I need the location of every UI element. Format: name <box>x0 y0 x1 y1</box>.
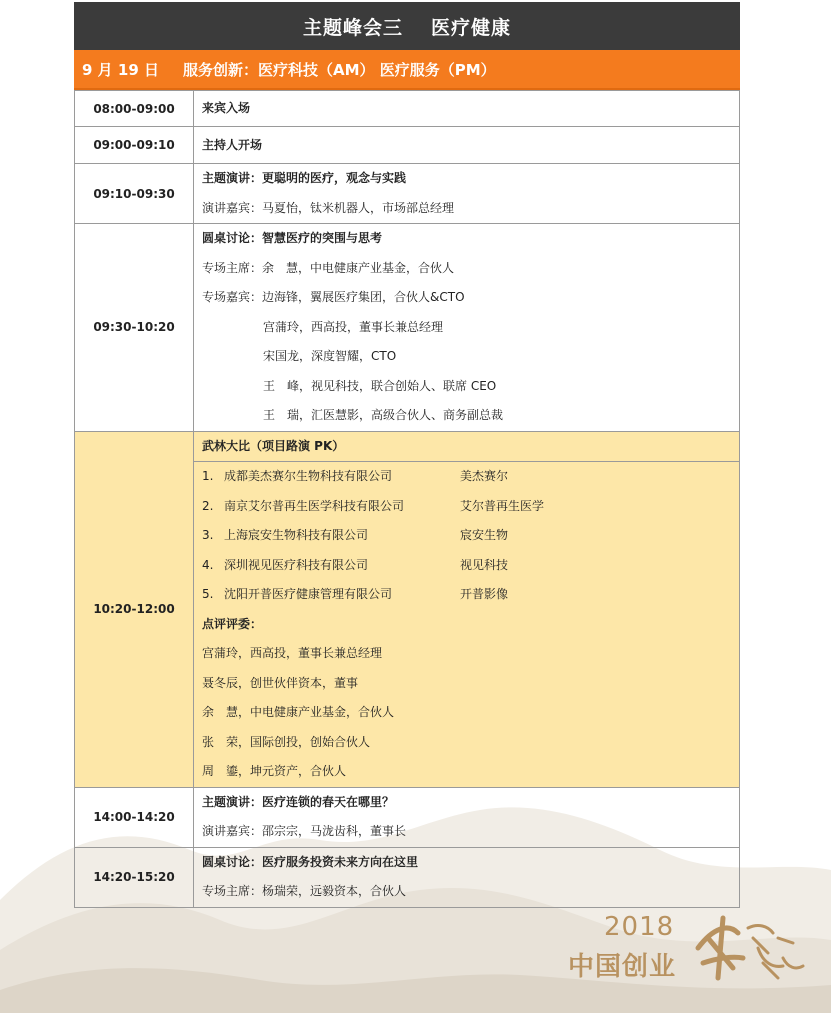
summit-topic: 医疗健康 <box>431 16 512 39</box>
agenda-item: 武林大比（项目路演 PK） <box>194 432 739 463</box>
company-number: 3. <box>202 528 214 542</box>
company-number: 4. <box>202 557 214 572</box>
table-row <box>75 91 740 127</box>
company-number: 5. <box>202 587 214 601</box>
speaker-line: 宋国龙，深度智耀，CTO <box>263 349 397 363</box>
session-date: 9 月 19 日 <box>82 60 159 79</box>
content-cell <box>194 787 740 847</box>
judge-item: 张 荣，国际创投，创始合伙人 <box>202 734 371 749</box>
time-cell: 14:20-15:20 <box>75 847 194 907</box>
table-row-highlight <box>75 431 740 787</box>
company-item <box>202 521 739 551</box>
summit-title-bar <box>74 2 740 50</box>
time-cell: 10:20-12:00 <box>75 431 194 787</box>
event-logo <box>568 908 808 988</box>
content-cell <box>194 224 740 432</box>
company-number: 1. <box>202 469 214 483</box>
table-row <box>75 224 740 432</box>
agenda-table <box>74 90 740 908</box>
speaker-line: 专场主席：余 慧，中电健康产业基金，合伙人 <box>202 260 455 275</box>
judge-item: 周 鎏，坤元资产，合伙人 <box>202 764 347 778</box>
company-item <box>202 580 739 610</box>
time-cell: 09:30-10:20 <box>75 224 194 432</box>
company-item <box>202 462 739 492</box>
calligraphy-logo-icon <box>688 908 808 986</box>
company-short: 美杰赛尔 <box>460 469 509 483</box>
speaker-line: 王 瑞，汇医慧影，高级合伙人、商务副总裁 <box>263 408 504 422</box>
logo-name: 中国创业 <box>568 952 677 982</box>
speaker-line: 专场主席：杨瑞荣，远毅资本，合伙人 <box>202 884 407 898</box>
date-bar <box>74 50 740 90</box>
time-cell: 08:00-09:00 <box>75 91 194 127</box>
agenda-item: 主题演讲：医疗连锁的春天在哪里？ <box>202 794 395 809</box>
session-theme: 服务创新：医疗科技（AM） 医疗服务（PM） <box>182 60 496 79</box>
company-name: 深圳视见医疗科技有限公司 <box>224 557 369 572</box>
company-name: 成都美杰赛尔生物科技有限公司 <box>224 469 393 483</box>
company-short: 视见科技 <box>460 557 509 572</box>
agenda-item: 主持人开场 <box>202 138 263 152</box>
judge-item: 余 慧，中电健康产业基金，合伙人 <box>202 705 395 719</box>
time-cell: 14:00-14:20 <box>75 787 194 847</box>
agenda-item: 圆桌讨论：智慧医疗的突围与思考 <box>202 231 383 245</box>
judge-item: 宫蒲玲，西高投，董事长兼总经理 <box>202 646 383 660</box>
table-row <box>75 787 740 847</box>
company-item <box>202 492 739 522</box>
agenda-item: 主题演讲：更聪明的医疗，观念与实践 <box>202 171 407 185</box>
table-row <box>75 164 740 224</box>
company-name: 上海宸安生物科技有限公司 <box>224 528 369 542</box>
company-short: 艾尔普再生医学 <box>460 498 545 513</box>
speaker-line: 专场嘉宾：边海锋，翼展医疗集团，合伙人&CTO <box>202 290 465 304</box>
agenda-sheet <box>74 2 740 908</box>
time-cell: 09:00-09:10 <box>75 127 194 164</box>
speaker-line: 宫蒲玲，西高投，董事长兼总经理 <box>263 319 444 334</box>
company-short: 宸安生物 <box>460 528 509 542</box>
content-cell <box>194 164 740 224</box>
speaker-line: 演讲嘉宾：马夏怡，钛米机器人，市场部总经理 <box>202 200 455 215</box>
logo-year: 2018 <box>604 912 675 942</box>
company-name: 沈阳开普医疗健康管理有限公司 <box>224 587 393 601</box>
company-number: 2. <box>202 498 214 513</box>
speaker-line: 演讲嘉宾：邵宗宗，马泷齿科，董事长 <box>202 824 407 838</box>
agenda-item: 圆桌讨论：医疗服务投资未来方向在这里 <box>202 854 419 869</box>
content-cell <box>194 91 740 127</box>
company-item <box>202 551 739 581</box>
agenda-item: 来宾入场 <box>202 101 251 115</box>
speaker-line: 王 峰，视见科技，联合创始人、联席 CEO <box>263 378 497 393</box>
time-cell: 09:10-09:30 <box>75 164 194 224</box>
content-cell <box>194 127 740 164</box>
summit-title: 主题峰会三 <box>302 16 403 39</box>
judges-title: 点评评委： <box>202 616 263 631</box>
table-row <box>75 127 740 164</box>
judge-item: 聂冬辰，创世伙伴资本，董事 <box>202 675 359 690</box>
table-row <box>75 847 740 907</box>
company-short: 开普影像 <box>460 587 509 601</box>
content-cell <box>194 847 740 907</box>
company-name: 南京艾尔普再生医学科技有限公司 <box>224 498 405 513</box>
content-cell <box>194 431 740 787</box>
